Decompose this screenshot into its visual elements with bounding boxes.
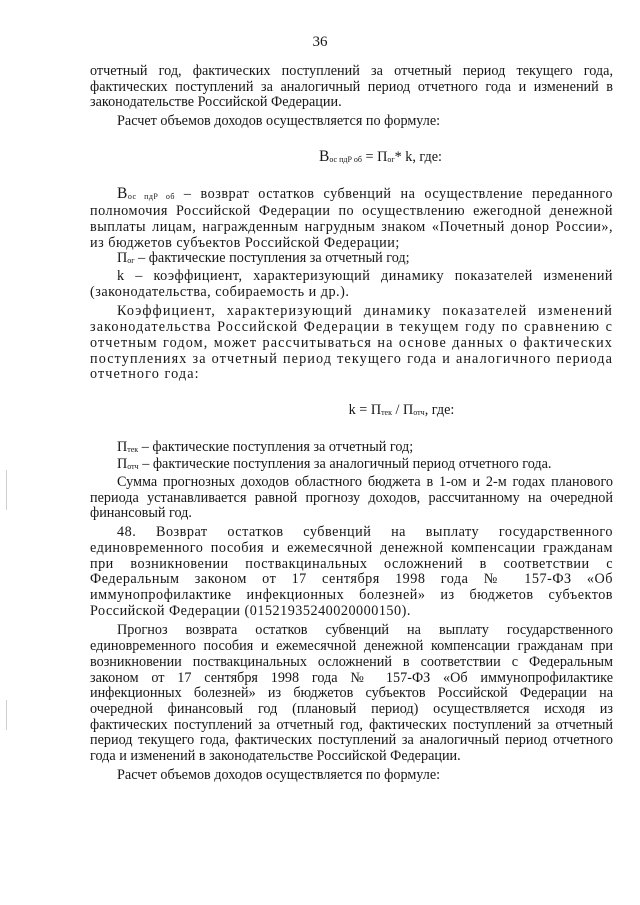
definition: [90, 440, 613, 458]
scan-edge-mark: [6, 470, 7, 510]
definition-symbol: П: [117, 456, 128, 473]
paragraph: 48. Возврат остатков субвенций на выплату государственного единовременного пособия и ежемесячной денежной компенсации гражданам при возникновении поствакцинальных осложнений в соответствии с Федеральным законом от 17 сентября 1998 года № 157-ФЗ «Об иммунопрофилактике инфекционных болезней» из бюджетов субъектов Российской Федерации (01521935240020000150).: [90, 524, 613, 619]
scan-edge-mark: [6, 700, 7, 730]
formula-subscript: ог: [387, 154, 395, 164]
definition-subscript: ог: [127, 256, 135, 266]
definition-text: – фактические поступления за аналогичный период отчетного года.: [138, 456, 552, 473]
definition-symbol: П: [117, 250, 128, 267]
definition: [90, 186, 613, 252]
page-number: 36: [312, 34, 328, 50]
formula-subscript: отч: [413, 407, 425, 417]
definition-symbol: П: [117, 438, 128, 455]
formula: [90, 403, 613, 421]
formula-part: k = П: [348, 401, 382, 418]
formula-symbol: В: [319, 147, 330, 165]
formula-part: / П: [392, 401, 414, 418]
paragraph: Коэффициент, характеризующий динамику показателей изменений законодательства Российской Федерации в текущем году по сравнению с отчетным годом, может рассчитываться на основе данных о фактических поступлениях за отчетный период текущего года и аналогичного периода отчетного года:: [90, 303, 613, 383]
definition-subscript: тек: [127, 444, 139, 454]
paragraph: Расчет объемов доходов осуществляется по формуле:: [117, 113, 441, 130]
definition-text: – фактические поступления за отчетный год;: [134, 250, 410, 267]
formula-subscript: ос пдР об: [329, 154, 362, 164]
definition: [90, 251, 613, 269]
definition-symbol: В: [117, 184, 128, 202]
formula: [90, 149, 613, 168]
paragraph: Прогноз возврата остатков субвенций на выплату государственного единовременного пособия и ежемесячной денежной компенсации гражданам при возникновении поствакцинальных осложнений в соответствии с Федеральным законом от 17 сентября 1998 года № 157-ФЗ «Об иммунопрофилактике инфекционных болезней» из бюджетов субъектов Российской Федерации на очередной финансовый год (плановый период) осуществляется исходя из фактических поступлений за отчетный год, фактических поступлений за отчетный период текущего года, фактических поступлений за аналогичный период отчетного года и изменений в законодательстве Российской Федерации.: [90, 622, 613, 765]
document-body: [90, 64, 613, 783]
definition-text: – фактические поступления за отчетный год;: [138, 438, 414, 455]
formula-subscript: тек: [381, 407, 392, 417]
definition-subscript: ос пдР об: [127, 191, 175, 201]
formula-part: * k, где:: [394, 148, 442, 165]
formula-part: , где:: [424, 401, 455, 418]
formula-part: = П: [361, 148, 388, 165]
definition: k – коэффициент, характеризующий динамику показателей изменений (законодательства, собираемость и др.).: [90, 268, 613, 300]
paragraph: отчетный год, фактических поступлений за отчетный период текущего года, фактических поступлений за аналогичный период отчетного года и изменений в законодательстве Российской Федерации.: [90, 63, 613, 111]
definition: [90, 457, 613, 475]
definition-text: – возврат остатков субвенций на осуществление переданного полномочия Российской Федерации по осуществлению ежегодной денежной выплаты лицам, награжденным нагрудным знаком «Почетный донор России», из бюджетов субъектов Российской Федерации;: [90, 185, 613, 251]
definition-subscript: отч: [127, 462, 139, 472]
paragraph: Сумма прогнозных доходов областного бюджета в 1-ом и 2-м годах планового периода устанавливается равной прогнозу доходов, рассчитанному на очередной финансовый год.: [90, 474, 613, 522]
paragraph: Расчет объемов доходов осуществляется по формуле:: [117, 766, 441, 783]
